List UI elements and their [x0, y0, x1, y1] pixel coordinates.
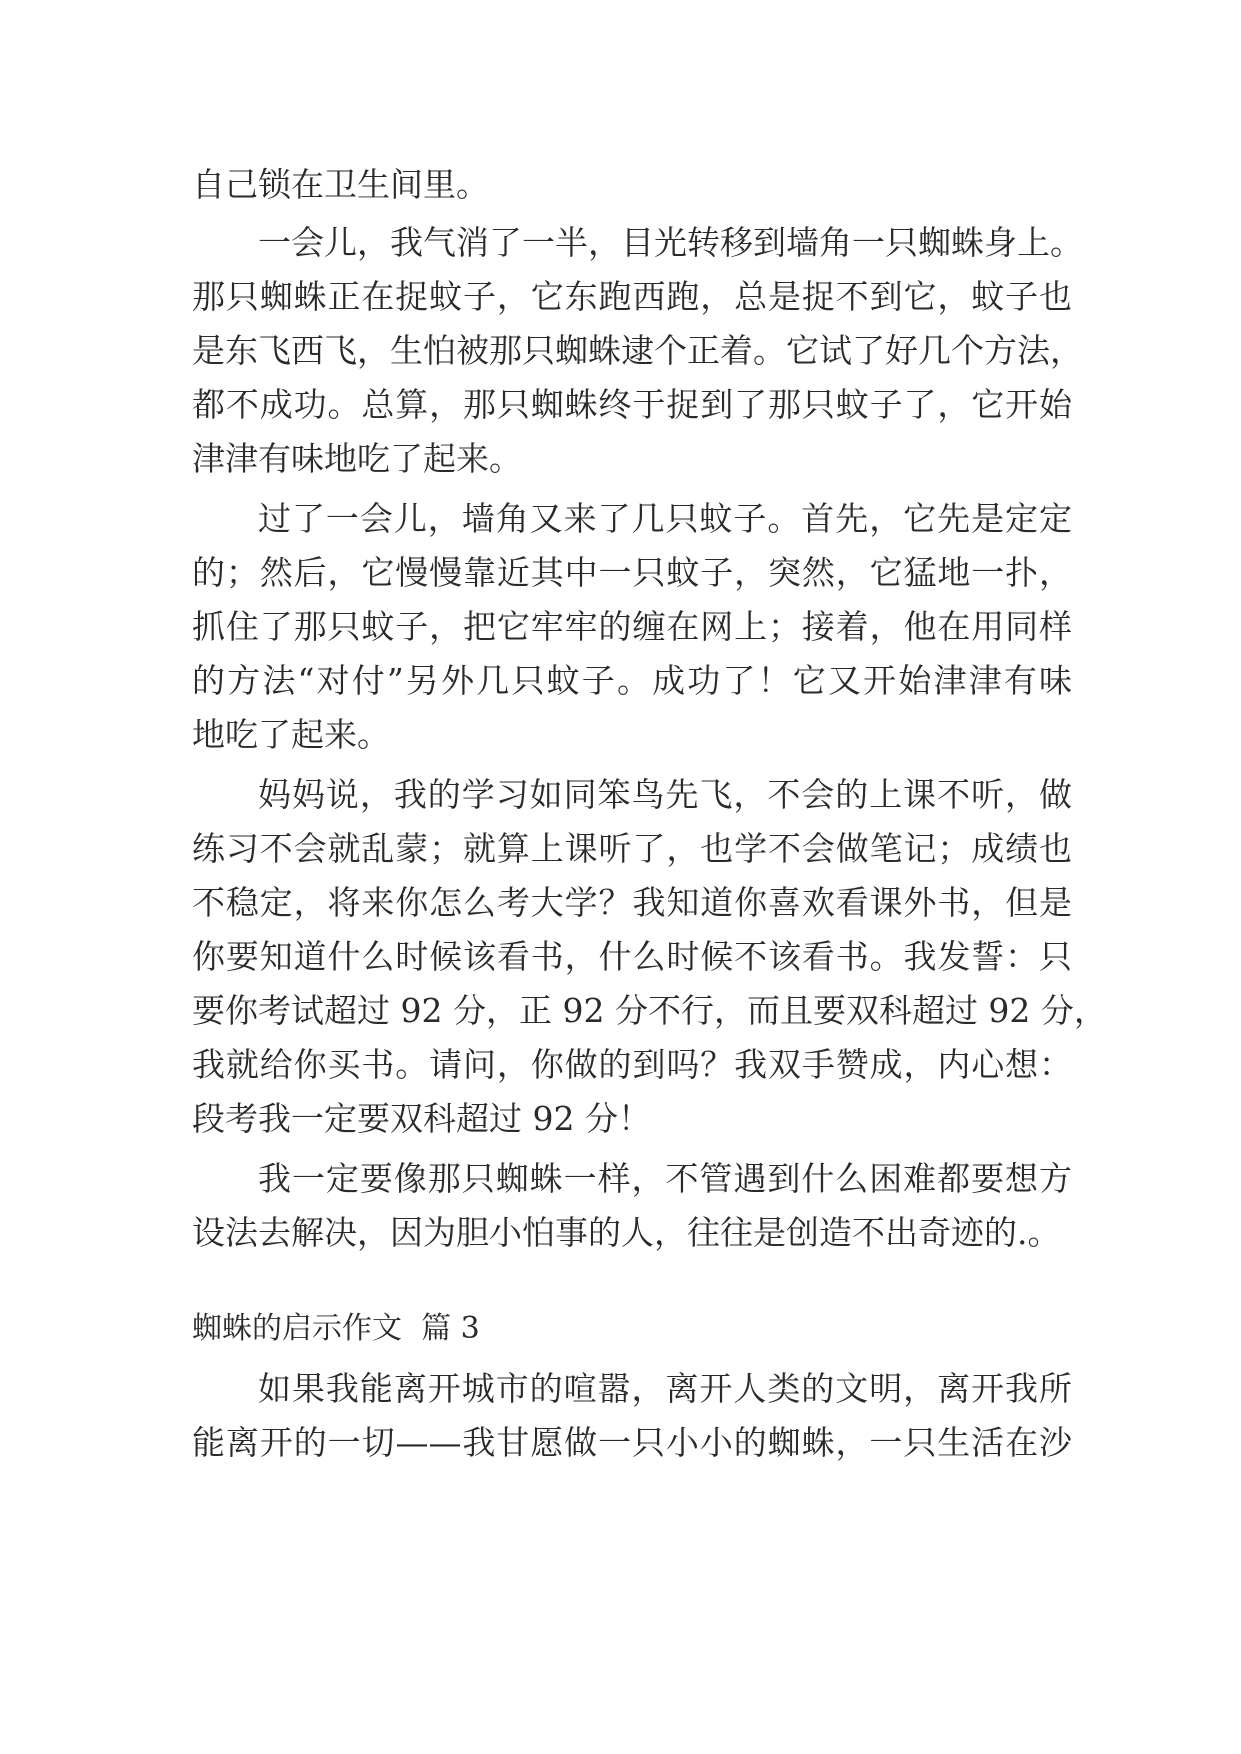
text-line: 的方法“对付”另外几只蚊子。成功了！它又开始津津有味 [192, 661, 1072, 700]
text-line: 抓住了那只蚊子，把它牢牢的缠在网上；接着，他在用同样 [192, 607, 1072, 646]
text-line: 要你考试超过 92 分，正 92 分不行，而且要双科超过 92 分， [192, 991, 1107, 1030]
text-line: 津津有味地吃了起来。 [192, 439, 522, 478]
text-line: 都不成功。总算，那只蜘蛛终于捉到了那只蚊子了，它开始 [192, 385, 1072, 424]
paragraph-first-line: 一会儿，我气消了一半，目光转移到墙角一只蜘蛛身上。 [258, 223, 1083, 262]
text-line: 能离开的一切——我甘愿做一只小小的蜘蛛，一只生活在沙 [192, 1423, 1072, 1462]
paragraph-first-line: 如果我能离开城市的喧嚣，离开人类的文明，离开我所 [258, 1369, 1072, 1408]
text-line: 设法去解决，因为胆小怕事的人，往往是创造不出奇迹的.。 [192, 1213, 1061, 1252]
paragraph-first-line: 妈妈说，我的学习如同笨鸟先飞，不会的上课不听，做 [258, 775, 1072, 814]
text-line: 的；然后，它慢慢靠近其中一只蚊子，突然，它猛地一扑， [192, 553, 1072, 592]
paragraph-first-line: 我一定要像那只蜘蛛一样，不管遇到什么困难都要想方 [258, 1159, 1072, 1198]
text-line: 自己锁在卫生间里。 [192, 165, 489, 204]
text-line: 练习不会就乱蒙；就算上课听了，也学不会做笔记；成绩也 [192, 829, 1072, 868]
text-line: 地吃了起来。 [192, 715, 390, 754]
section-heading: 蜘蛛的启示作文 篇 3 [192, 1311, 480, 1346]
text-line: 段考我一定要双科超过 92 分！ [192, 1099, 651, 1138]
text-line: 那只蜘蛛正在捉蚊子，它东跑西跑，总是捉不到它，蚊子也 [192, 277, 1072, 316]
text-line: 我就给你买书。请问，你做的到吗？我双手赞成，内心想： [192, 1045, 1072, 1084]
text-line: 是东飞西飞，生怕被那只蜘蛛逮个正着。它试了好几个方法， [192, 331, 1083, 370]
text-line: 不稳定，将来你怎么考大学？我知道你喜欢看课外书，但是 [192, 883, 1072, 922]
paragraph-first-line: 过了一会儿，墙角又来了几只蚊子。首先，它先是定定 [258, 499, 1072, 538]
text-line: 你要知道什么时候该看书，什么时候不该看书。我发誓：只 [192, 937, 1072, 976]
